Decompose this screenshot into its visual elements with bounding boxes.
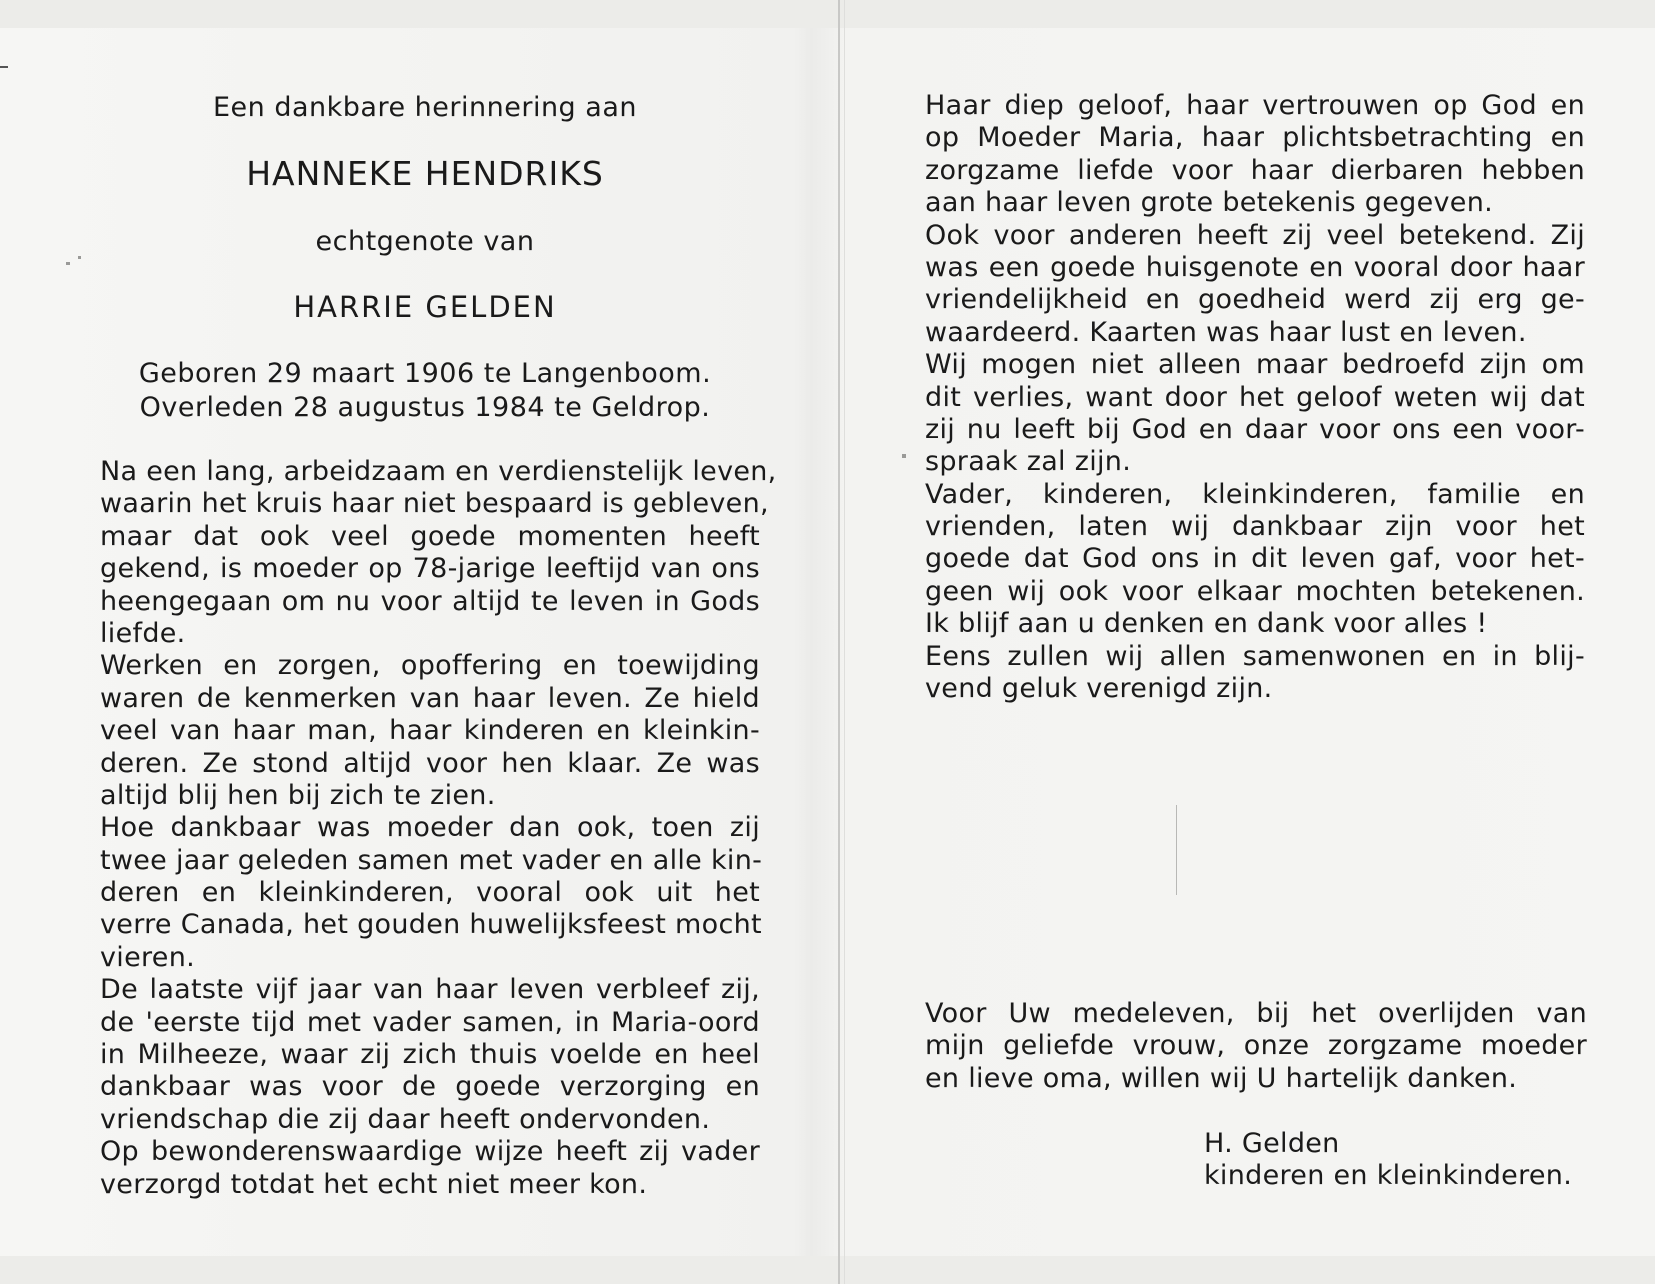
text-line: altijd blij hen bij zich te zien.	[100, 779, 496, 811]
text-line: op Moeder Maria, haar plichtsbetrachting en	[925, 122, 1585, 154]
scan-speck	[66, 262, 70, 265]
left-body-text	[100, 456, 777, 1201]
text-line: Ook voor anderen heeft zij veel betekend. Zij	[925, 219, 1585, 251]
text-line: en lieve oma, willen wij U hartelijk danken.	[925, 1062, 1518, 1094]
text-line: twee jaar geleden samen met vader en alle kin-	[100, 844, 763, 876]
scan-mark	[0, 66, 8, 68]
text-line: verre Canada, het gouden huwelijksfeest mocht	[100, 909, 762, 941]
text-line: dankbaar was voor de goede verzorging en	[100, 1071, 760, 1103]
text-line: Werken en zorgen, opoffering en toewijding	[100, 650, 760, 682]
signature-family: kinderen en kleinkinderen.	[1204, 1160, 1573, 1191]
text-line: waarin het kruis haar niet bespaard is gebleven,	[100, 488, 769, 520]
thanks-text	[925, 998, 1587, 1095]
text-line: vriendelijkheid en goedheid werd zij erg ge-	[925, 284, 1585, 316]
text-line: liefde.	[100, 617, 186, 649]
text-line: vend geluk verenigd zijn.	[925, 673, 1273, 705]
text-line: zij nu leeft bij God en daar voor ons een voor-	[925, 413, 1585, 445]
right-body-text	[925, 90, 1585, 705]
text-line: deren. Ze stond altijd voor hen klaar. Ze was	[100, 747, 760, 779]
text-line: verzorgd totdat het echt niet meer kon.	[100, 1168, 648, 1200]
text-line: aan haar leven grote betekenis gegeven.	[925, 187, 1493, 219]
deceased-name: HANNEKE HENDRIKS	[246, 154, 604, 193]
text-line: Hoe dankbaar was moeder dan ook, toen zij	[100, 812, 760, 844]
intro-text: Een dankbare herinnering aan	[213, 92, 637, 123]
text-line: geen wij ook voor elkaar mochten betekenen.	[925, 575, 1585, 607]
text-line: veel van haar man, haar kinderen en kleinkin-	[100, 715, 760, 747]
text-line: waardeerd. Kaarten was haar lust en leven.	[925, 316, 1527, 348]
text-line: spraak zal zijn.	[925, 446, 1132, 478]
scan-bottom-edge	[0, 1256, 1655, 1284]
birth-line: Geboren 29 maart 1906 te Langenboom.	[138, 358, 712, 389]
card-fold-shadow	[844, 0, 845, 1284]
text-line: vrienden, laten wij dankbaar zijn voor het	[925, 511, 1585, 543]
text-line: de 'eerste tijd met vader samen, in Maria-oord	[100, 1006, 760, 1038]
text-line: zorgzame liefde voor haar dierbaren hebben	[925, 154, 1585, 186]
text-line: goede dat God ons in dit leven gaf, voor het-	[925, 543, 1585, 575]
text-line: De laatste vijf jaar van haar leven verbleef zij,	[100, 974, 760, 1006]
scan-mark	[1176, 805, 1177, 895]
text-line: vriendschap die zij daar heeft ondervonden.	[100, 1103, 711, 1135]
scan-speck	[902, 454, 906, 458]
spouse-name: HARRIE GELDEN	[293, 290, 557, 324]
text-line: deren en kleinkinderen, vooral ook uit het	[100, 877, 760, 909]
text-line: Ik blijf aan u denken en dank voor alles !	[925, 608, 1488, 640]
death-line: Overleden 28 augustus 1984 te Geldrop.	[139, 392, 711, 423]
text-line: mijn geliefde vrouw, onze zorgzame moeder	[925, 1030, 1587, 1062]
text-line: vieren.	[100, 941, 196, 973]
text-line: waren de kenmerken van haar leven. Ze hield	[100, 682, 760, 714]
signature-name: H. Gelden	[1204, 1128, 1340, 1159]
text-line: Eens zullen wij allen samenwonen en in blij-	[925, 640, 1585, 672]
scan-speck	[78, 256, 81, 259]
text-line: Vader, kinderen, kleinkinderen, familie en	[925, 478, 1585, 510]
card-fold-line	[838, 0, 840, 1284]
text-line: dit verlies, want door het geloof weten wij dat	[925, 381, 1585, 413]
spouse-prefix: echtgenote van	[315, 226, 535, 257]
text-line: heengegaan om nu voor altijd te leven in Gods	[100, 585, 760, 617]
text-line: Op bewonderenswaardige wijze heeft zij vader	[100, 1136, 760, 1168]
text-line: Wij mogen niet alleen maar bedroefd zijn om	[925, 349, 1585, 381]
text-line: Na een lang, arbeidzaam en verdienstelijk leven,	[100, 456, 777, 487]
text-line: was een goede huisgenote en vooral door haar	[925, 251, 1585, 283]
text-line: Voor Uw medeleven, bij het overlijden van	[925, 998, 1587, 1029]
text-line: Haar diep geloof, haar vertrouwen op God en	[925, 90, 1585, 121]
text-line: maar dat ook veel goede momenten heeft	[100, 520, 760, 552]
text-line: in Milheeze, waar zij zich thuis voelde en heel	[100, 1039, 760, 1071]
text-line: gekend, is moeder op 78-jarige leeftijd van ons	[100, 553, 760, 585]
scan-top-edge	[0, 0, 1655, 28]
